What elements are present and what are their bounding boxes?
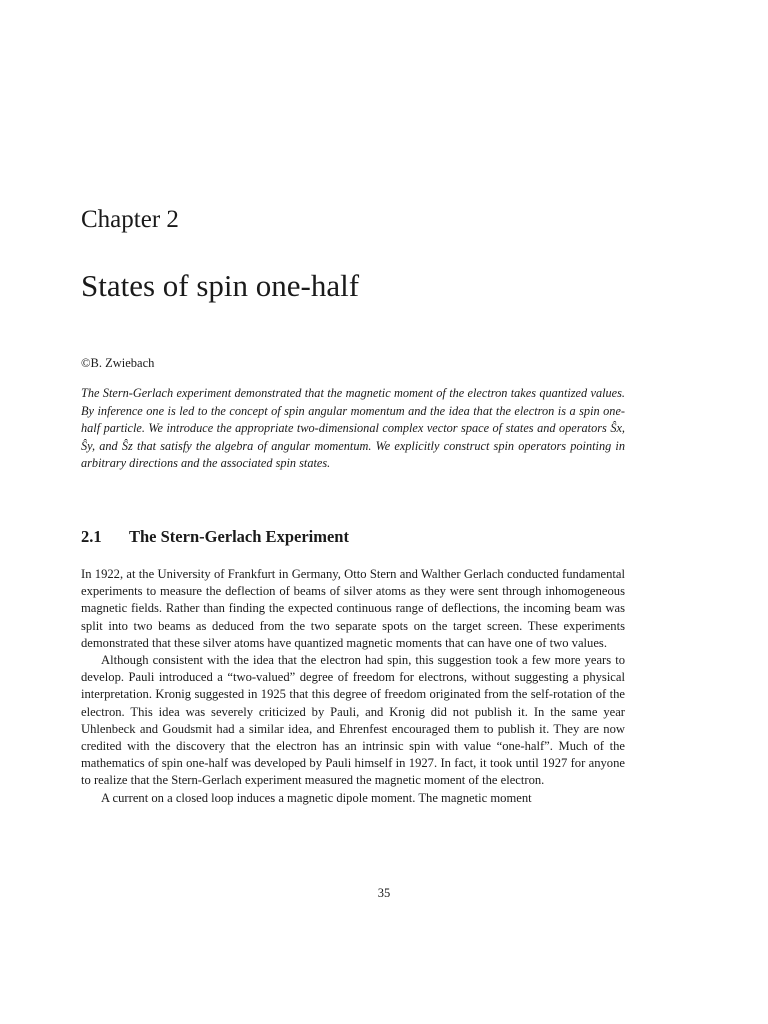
operator-sz: Ŝz — [121, 438, 133, 453]
abstract-separator-2: , and — [91, 438, 122, 453]
section-number: 2.1 — [81, 527, 102, 546]
chapter-abstract — [81, 385, 625, 473]
abstract-separator-1: , — [621, 421, 625, 436]
operator-sx: Ŝx — [610, 421, 622, 436]
chapter-title: States of spin one-half — [81, 268, 360, 303]
operator-sy: Ŝy — [81, 438, 92, 453]
body-text — [81, 566, 625, 807]
paragraph-3: A current on a closed loop induces a magnetic dipole moment. The magnetic moment — [101, 790, 532, 805]
paragraph-2: Although consistent with the idea that the electron had spin, this suggestion took a few more years to develop. Pauli introduced a “two-valued” degree of freedom for electrons, without suggesting a physical interpretation. Kronig suggested in 1925 that this degree of freedom originated from the self-rotation of the electron. This idea was severely criticized by Pauli, and Kronig did not publish it. In the same year Uhlenbeck and Goudsmit had a similar idea, and Ehrenfest encouraged them to publish it. They are now credited with the discovery that the electron has an intrinsic spin with value “one-half”. Much of the mathematics of spin one-half was developed by Pauli himself in 1927. In fact, it took until 1927 for anyone to realize that the Stern-Gerlach experiment measured the magnetic moment of the electron. — [81, 653, 625, 788]
abstract-text-2: that satisfy the algebra of angular momentum. We explicitly construct spin operators pointing in arbitrary directions and the associated spin states. — [81, 438, 625, 471]
section-heading — [81, 527, 349, 547]
author-copyright: ©B. Zwiebach — [81, 356, 155, 370]
abstract-text-1: The Stern-Gerlach experiment demonstrated that the magnetic moment of the electron takes quantized values. By inference one is led to the concept of spin angular momentum and the idea that the electron is a spin one-half particle. We introduce the appropriate two-dimensional complex vector space of states and operators — [81, 386, 625, 436]
paragraph-1: In 1922, at the University of Frankfurt in Germany, Otto Stern and Walther Gerlach conducted fundamental experiments to measure the deflection of beams of silver atoms as they were sent through inhomogeneous magnetic fields. Rather than finding the expected continuous range of deflections, the incoming beam was split into two beams as deduced from the two separate spots on the target screen. These experiments demonstrated that these silver atoms have quantized magnetic moments that can have one of two values. — [81, 567, 625, 650]
chapter-label: Chapter 2 — [81, 206, 179, 233]
page-number: 35 — [377, 886, 391, 900]
section-title: The Stern-Gerlach Experiment — [129, 527, 349, 546]
